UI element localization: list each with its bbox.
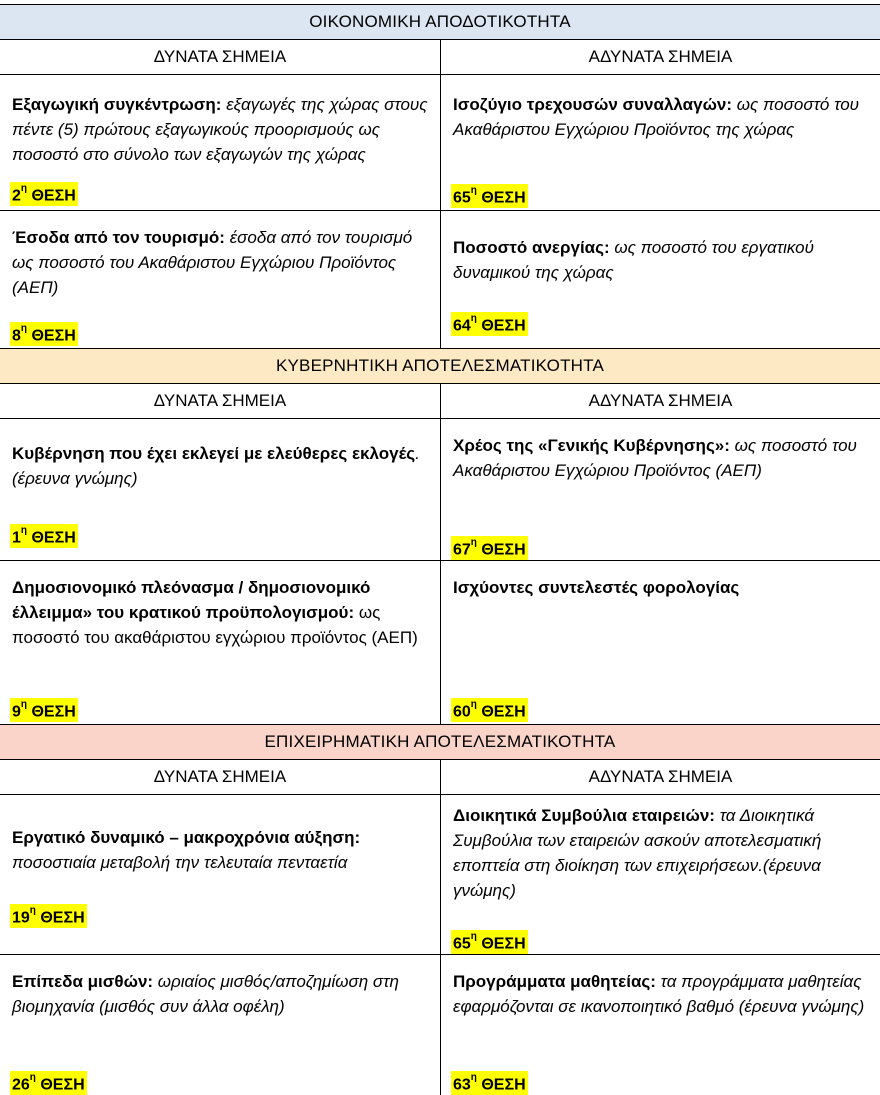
indicator-description: τα Διοικητικά Συμβούλια των εταιρειών ασκούν αποτελεσματική εποπτεία στη διοίκηση των επιχειρήσεων.(έρευνα γνώμης): [453, 806, 822, 900]
rank-badge: $19^\eta$ ΘΕΣΗ: [12, 904, 85, 926]
column-header-row: [0, 760, 880, 795]
strength-cell: [0, 795, 441, 954]
rank-badge: $8^\eta$ ΘΕΣΗ: [12, 322, 76, 344]
indicator-description: τα προγράμματα μαθητείας εφαρμόζονται σε ικανοποιητικό βαθμό (έρευνα γνώμης): [453, 972, 865, 1016]
weaknesses-header: ΑΔΥΝΑΤΑ ΣΗΜΕΙΑ: [588, 391, 733, 410]
indicator-title: Διοικητικά Συμβούλια εταιρειών:: [453, 806, 715, 825]
strength-cell: [0, 955, 441, 1095]
ranking-table: [0, 4, 880, 1095]
indicator-description: ως ποσοστό του ακαθάριστου εγχώριου προϊόντος (ΑΕΠ): [12, 603, 418, 647]
rank-badge: $60^\eta$ ΘΕΣΗ: [453, 698, 526, 720]
section-title: ΕΠΙΧΕΙΡΗΜΑΤΙΚΗ ΑΠΟΤΕΛΕΣΜΑΤΙΚΟΤΗΤΑ: [0, 725, 880, 760]
weakness-cell: [441, 211, 880, 348]
strengths-header: ΔΥΝΑΤΑ ΣΗΜΕΙΑ: [0, 384, 441, 418]
indicator-title: Ισοζύγιο τρεχουσών συναλλαγών:: [453, 95, 733, 114]
indicator-description: .(έρευνα γνώμης): [12, 444, 420, 488]
rank-badge: $65^\eta$ ΘΕΣΗ: [453, 184, 526, 206]
weakness-cell: [441, 75, 880, 210]
indicator-description: ως ποσοστό του εργατικού δυναμικού της χώρας: [453, 238, 814, 282]
rank-badge: $64^\eta$ ΘΕΣΗ: [453, 312, 526, 334]
rank-badge: $26^\eta$ ΘΕΣΗ: [12, 1071, 85, 1093]
indicator-title: Ισχύοντες συντελεστές φορολογίας: [453, 578, 740, 597]
section-title: ΚΥΒΕΡΝΗΤΙΚΗ ΑΠΟΤΕΛΕΣΜΑΤΙΚΟΤΗΤΑ: [0, 349, 880, 384]
strength-cell: [0, 75, 441, 210]
column-header-row: [0, 40, 880, 75]
weakness-cell: [441, 419, 880, 560]
weaknesses-header: ΑΔΥΝΑΤΑ ΣΗΜΕΙΑ: [588, 767, 733, 786]
table-row: [0, 561, 880, 725]
rank-badge: $65^\eta$ ΘΕΣΗ: [453, 930, 526, 952]
indicator-title: Εξαγωγική συγκέντρωση:: [12, 95, 222, 114]
table-row: [0, 795, 880, 955]
table-row: [0, 75, 880, 211]
indicator-title: Δημοσιονομικό πλεόνασμα / δημοσιονομικό έλλειμμα» του κρατικού προϋπολογισμού:: [12, 578, 371, 622]
weakness-cell: [441, 955, 880, 1095]
weaknesses-header: ΑΔΥΝΑΤΑ ΣΗΜΕΙΑ: [588, 47, 733, 66]
rank-badge: $63^\eta$ ΘΕΣΗ: [453, 1071, 526, 1093]
rank-badge: $9^\eta$ ΘΕΣΗ: [12, 698, 76, 720]
table-row: [0, 955, 880, 1095]
indicator-title: Κυβέρνηση που έχει εκλεγεί με ελεύθερες εκλογές: [12, 444, 416, 463]
weakness-cell: [441, 561, 880, 724]
column-header-row: [0, 384, 880, 419]
strengths-header: ΔΥΝΑΤΑ ΣΗΜΕΙΑ: [0, 40, 441, 74]
indicator-description: ως ποσοστό του Ακαθάριστου Εγχώριου Προϊόντος της χώρας: [453, 95, 860, 139]
strengths-header: ΔΥΝΑΤΑ ΣΗΜΕΙΑ: [0, 760, 441, 794]
indicator-title: Προγράμματα μαθητείας:: [453, 972, 656, 991]
strength-cell: [0, 419, 441, 560]
indicator-title: Έσοδα από τον τουρισμό:: [12, 228, 225, 247]
indicator-description: ποσοστιαία μεταβολή την τελευταία πενταετία: [12, 853, 348, 872]
strength-cell: [0, 211, 441, 348]
indicator-description: εξαγωγές της χώρας στους πέντε (5) πρώτους εξαγωγικούς προορισμούς ως ποσοστό στο σύνολο των εξαγωγών της χώρας: [12, 95, 428, 164]
indicator-title: Ποσοστό ανεργίας:: [453, 238, 610, 257]
rank-badge: $1^\eta$ ΘΕΣΗ: [12, 524, 76, 546]
section-title: ΟΙΚΟΝΟΜΙΚΗ ΑΠΟΔΟΤΙΚΟΤΗΤΑ: [0, 4, 880, 40]
indicator-description: έσοδα από τον τουρισμό ως ποσοστό του Ακαθάριστου Εγχώριου Προϊόντος (ΑΕΠ): [12, 228, 413, 297]
indicator-description: ως ποσοστό του Ακαθάριστου Εγχώριου Προϊόντος (ΑΕΠ): [453, 436, 857, 480]
indicator-title: Χρέος της «Γενικής Κυβέρνησης»:: [453, 436, 730, 455]
indicator-title: Επίπεδα μισθών:: [12, 972, 154, 991]
table-row: [0, 211, 880, 349]
indicator-description: ωριαίος μισθός/αποζημίωση στη βιομηχανία (μισθός συν άλλα οφέλη): [12, 972, 399, 1016]
strength-cell: [0, 561, 441, 724]
rank-badge: $67^\eta$ ΘΕΣΗ: [453, 536, 526, 558]
weakness-cell: [441, 795, 880, 954]
indicator-title: Εργατικό δυναμικό – μακροχρόνια αύξηση:: [12, 828, 361, 847]
table-row: [0, 419, 880, 561]
rank-badge: $2^\eta$ ΘΕΣΗ: [12, 182, 76, 204]
